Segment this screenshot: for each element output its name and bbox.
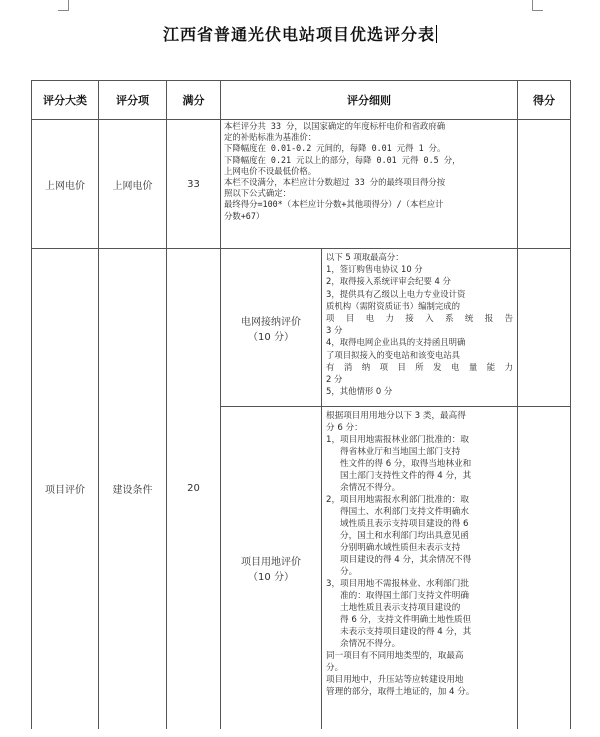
header-score: 得分	[518, 81, 571, 120]
row1-category: 上网电价	[32, 120, 99, 249]
criteria-line: 根据项目用用地分以下 3 类，最高得	[326, 411, 466, 421]
criteria-line: 有 消 纳 项 目 所 发 电 量 能 力	[326, 361, 513, 372]
criteria-line: 项目用地中，升压站等应转建设用地	[326, 675, 464, 685]
header-criteria: 评分细则	[221, 81, 518, 120]
page-corner-mark-right	[532, 0, 543, 11]
criteria-line: 5，其他情形 0 分	[326, 386, 393, 397]
land-use-eval-cell	[221, 407, 322, 729]
criteria-line: 最终得分=100*（本栏应计分数+其他项得分）/（本栏应计	[224, 199, 444, 210]
table-row	[32, 249, 571, 407]
land-use-item-3: 3， 项目用地不需报林业、水利部门批 准的：取得国土部门支持文件明确 土地性质且表示支持项目建设的 得 6 分，支持文件明确土地性质但 未表示支持项目建设的得 4 分，其 余情况不得分。	[326, 579, 472, 649]
criteria-line: 同一项目有不同用地类型的，取最高	[326, 651, 464, 661]
row1-full-score: 33	[167, 120, 221, 249]
criteria-line: 本栏不设满分，本栏应计分数超过 33 分的最终项目得分按	[224, 177, 446, 188]
criteria-line: 以下 5 项取最高分：	[326, 252, 404, 262]
row1-score-cell[interactable]	[518, 120, 571, 249]
criteria-line: 2，取得接入系统评审会纪要 4 分	[326, 276, 451, 287]
land-use-item-1: 1， 项目用地需报林业部门批准的：取 得省林业厅和当地国土部门支持 性文件的得 6 分，取得当地林业和 国土部门支持性文件的得 4 分，其 余情况不得分。	[326, 435, 472, 493]
row2-item: 建设条件	[99, 249, 167, 729]
criteria-line: 了项目拟接入的变电站和该变电站具	[326, 349, 460, 360]
land-use-score-cell[interactable]	[518, 407, 571, 729]
table-row	[32, 120, 571, 249]
criteria-line: 1，签订购售电协议 10 分	[326, 264, 423, 275]
text-cursor	[436, 25, 437, 43]
criteria-line: 质机构（需附资质证书）编制完成的	[326, 300, 460, 311]
scoring-table	[31, 80, 571, 729]
row2-full-score: 20	[167, 249, 221, 729]
land-use-criteria	[322, 407, 518, 729]
page-corner-mark-left	[58, 0, 69, 11]
criteria-line: 3，提供具有乙级以上电力专业设计资	[326, 288, 466, 299]
header-item: 评分项	[99, 81, 167, 120]
criteria-line: 3 分	[326, 325, 343, 336]
row1-criteria	[221, 120, 518, 249]
criteria-line: 本栏评分共 33 分，以国家确定的年度标杆电价和省政府确	[224, 121, 446, 131]
criteria-line: 上网电价不设最低价格。	[224, 165, 317, 176]
land-use-eval-name: 项目用地评价	[241, 556, 301, 568]
header-full-score: 满分	[167, 81, 221, 120]
criteria-line: 4，取得电网企业出具的支持函且明确	[326, 337, 466, 348]
criteria-line: 2 分	[326, 374, 343, 385]
grid-power-criteria	[322, 249, 518, 407]
grid-power-eval-name: 电网接纳评价	[241, 316, 301, 328]
land-use-item-2: 2， 项目用地需报水利部门批准的：取 得国土、水利部门支持文件明确水 域性质且表示支持项目建设的得 6 分，国土和水利部门均出具意见函 分别明确水域性质但未表示支持 项目建设的得 4 分，其余情况不得 分。	[326, 495, 472, 577]
criteria-line: 分数+67）	[224, 210, 265, 221]
header-category: 评分大类	[32, 81, 99, 120]
table-header-row	[32, 81, 571, 120]
criteria-line: 照以下公式确定：	[224, 188, 291, 199]
grid-power-score-cell[interactable]	[518, 249, 571, 407]
criteria-line: 管理的部分，取得土地证的，加 4 分。	[326, 687, 475, 697]
criteria-line: 分。	[326, 663, 344, 673]
grid-power-eval-cell	[221, 249, 322, 407]
criteria-line: 下降幅度在 0.01-0.2 元间的，每降 0.01 元得 1 分。	[224, 143, 446, 154]
document-title[interactable]: 江西省普通光伏电站项目优选评分表	[162, 25, 435, 44]
land-use-eval-score: （10 分）	[248, 571, 294, 583]
grid-power-eval-score: （10 分）	[248, 331, 294, 343]
criteria-line: 下降幅度在 0.21 元以上的部分，每降 0.01 元得 0.5 分，	[224, 154, 461, 165]
row1-item: 上网电价	[99, 120, 167, 249]
criteria-line: 定的补贴标准为基准价：	[224, 132, 317, 143]
row2-category: 项目评价	[32, 249, 99, 729]
criteria-line: 项 目 电 力 接 入 系 统 报 告	[326, 313, 513, 324]
criteria-line: 分 6 分：	[326, 423, 363, 433]
